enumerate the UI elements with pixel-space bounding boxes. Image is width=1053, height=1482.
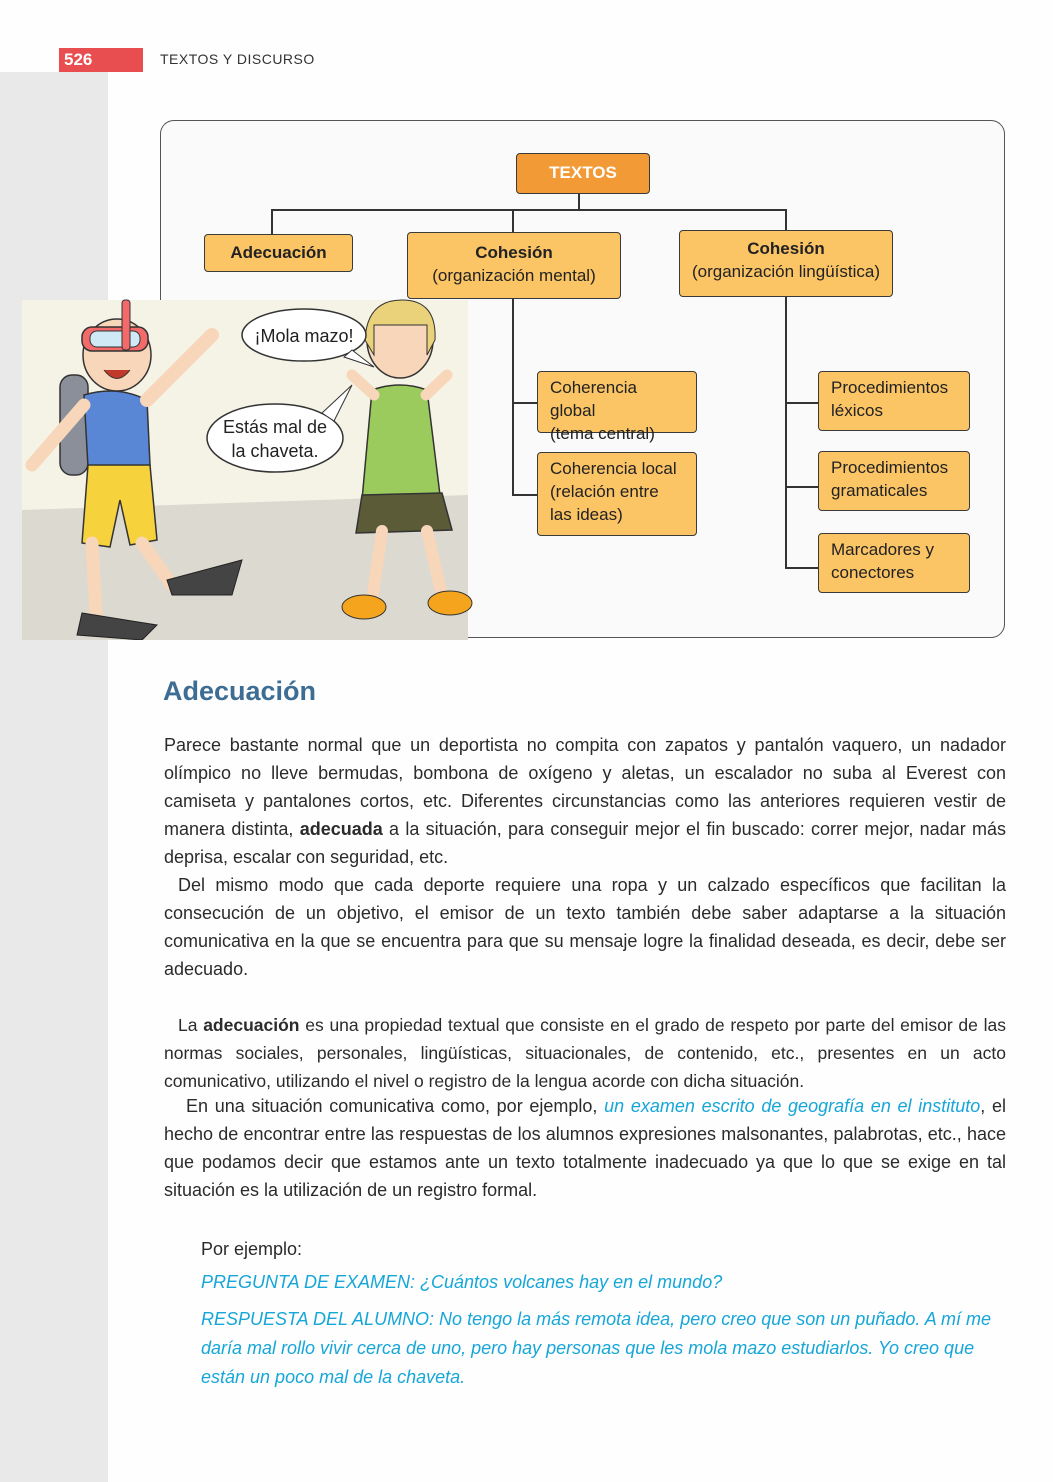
node-line: Coherencia global [550, 378, 637, 420]
diagram-node-adecuacion [204, 234, 353, 272]
paragraph-text: a la situación, para conseguir mejor el fin buscado: correr mejor, nadar más deprisa, escalar con seguridad, etc. [164, 819, 1006, 867]
node-line: conectores [831, 563, 915, 582]
connector-line [512, 299, 514, 495]
connector-line [785, 486, 819, 488]
paragraph-2: Del mismo modo que cada deporte requiere una ropa y un calzado específicos que facilitan la consecución de un objetivo, el emisor de un texto también debe saber adaptarse a la situación comunicativa en la que se encuentra para que su mensaje logre la finalidad deseada, es decir, debe ser adecuado. [164, 875, 1006, 979]
diagram-node-procedimientos-lexicos [818, 371, 970, 431]
paragraph-text: Parece bastante normal que un deportista no compita con zapatos y pantalón vaquero, un nadador olímpico no lleve bermudas, bombona de oxígeno y aletas, un escalador no suba al Everest con camiseta y pantalones cortos, etc. Diferentes circunstancias como las anteriores requieren vestir de manera distinta, [164, 735, 1006, 839]
paragraph-text: La [178, 1015, 204, 1035]
connector-line [512, 494, 538, 496]
node-line: gramaticales [831, 481, 928, 500]
node-line: (relación entre [550, 482, 659, 501]
paragraph-text: , el hecho de encontrar entre las respuestas de los alumnos expresiones malsonantes, palabrotas, etc., hace que podamos decir que estamos ante un texto totalmente inadecuado ya que lo que se exige en tal situación es la utilización de un registro formal. [164, 1096, 1007, 1200]
node-subtitle: (organización mental) [432, 266, 596, 285]
keyword: adecuación [203, 1015, 300, 1035]
paragraph-4 [164, 1092, 1006, 1207]
section-title: Adecuación [163, 676, 317, 706]
connector-line [271, 209, 273, 235]
bubble-text-line1: Estás mal de [222, 417, 328, 437]
node-title: Cohesión [747, 239, 825, 258]
bubble-text-line2: la chaveta. [231, 441, 319, 461]
connector-line [785, 567, 819, 569]
cartoon-illustration [22, 295, 478, 640]
connector-line [578, 193, 580, 209]
page-side-band [0, 72, 108, 1482]
diagram-node-cohesion-mental [407, 232, 621, 299]
diagram-node-coherencia-local [537, 452, 697, 536]
connector-line [512, 402, 538, 404]
connector-line [512, 209, 514, 233]
diagram-root-textos: TEXTOS [516, 153, 650, 194]
highlighted-example: un examen escrito de geografía en el instituto [604, 1096, 981, 1116]
diagram-node-cohesion-linguistica [679, 230, 893, 297]
diagram-node-coherencia-global [537, 371, 697, 443]
node-subtitle: (organización lingüística) [691, 262, 881, 281]
node-line: Procedimientos [831, 458, 949, 477]
paragraph-3 [164, 1011, 1006, 1095]
example-question: PREGUNTA DE EXAMEN: ¿Cuántos volcanes hay en el mundo? [201, 1272, 723, 1292]
node-line: Coherencia local [550, 459, 677, 478]
paragraph-1 [164, 731, 1006, 871]
connector-line [785, 209, 787, 231]
node-line: (tema central) [550, 424, 655, 443]
diagram-node-procedimientos-gramaticales [818, 451, 970, 511]
paragraph-text: En una situación comunicativa como, por ejemplo, [186, 1096, 605, 1116]
connector-line [271, 209, 786, 211]
running-title: TEXTOS Y DISCURSO [160, 51, 315, 67]
node-line: las ideas) [550, 505, 623, 524]
keyword: adecuada [299, 819, 383, 839]
bubble-text: ¡Mola mazo! [254, 326, 354, 346]
diagram-node-marcadores-conectores [818, 533, 970, 593]
example-intro: Por ejemplo: [201, 1239, 303, 1259]
connector-line [785, 297, 787, 568]
node-title: Cohesión [475, 243, 553, 262]
node-line: léxicos [831, 401, 883, 420]
node-line: Marcadores y [831, 540, 934, 559]
paragraph-text: es una propiedad textual que consiste en el grado de respeto por parte del emisor de las normas sociales, personales, lingüísticas, situacionales, de contenido, etc., presentes en un acto comunicativo, utilizando el nivel o registro de la lengua acorde con dicha situación. [164, 1015, 1006, 1091]
node-title: Adecuación [230, 243, 327, 262]
page-number: 526 [59, 48, 143, 72]
example-answer: RESPUESTA DEL ALUMNO: No tengo la más remota idea, pero creo que son un puñado. A mí me daría mal rollo vivir cerca de uno, pero hay personas que les mola mazo estudiarlos. Yo creo que están un poco mal de la chaveta. [201, 1309, 992, 1387]
connector-line [785, 402, 819, 404]
node-line: Procedimientos [831, 378, 949, 397]
